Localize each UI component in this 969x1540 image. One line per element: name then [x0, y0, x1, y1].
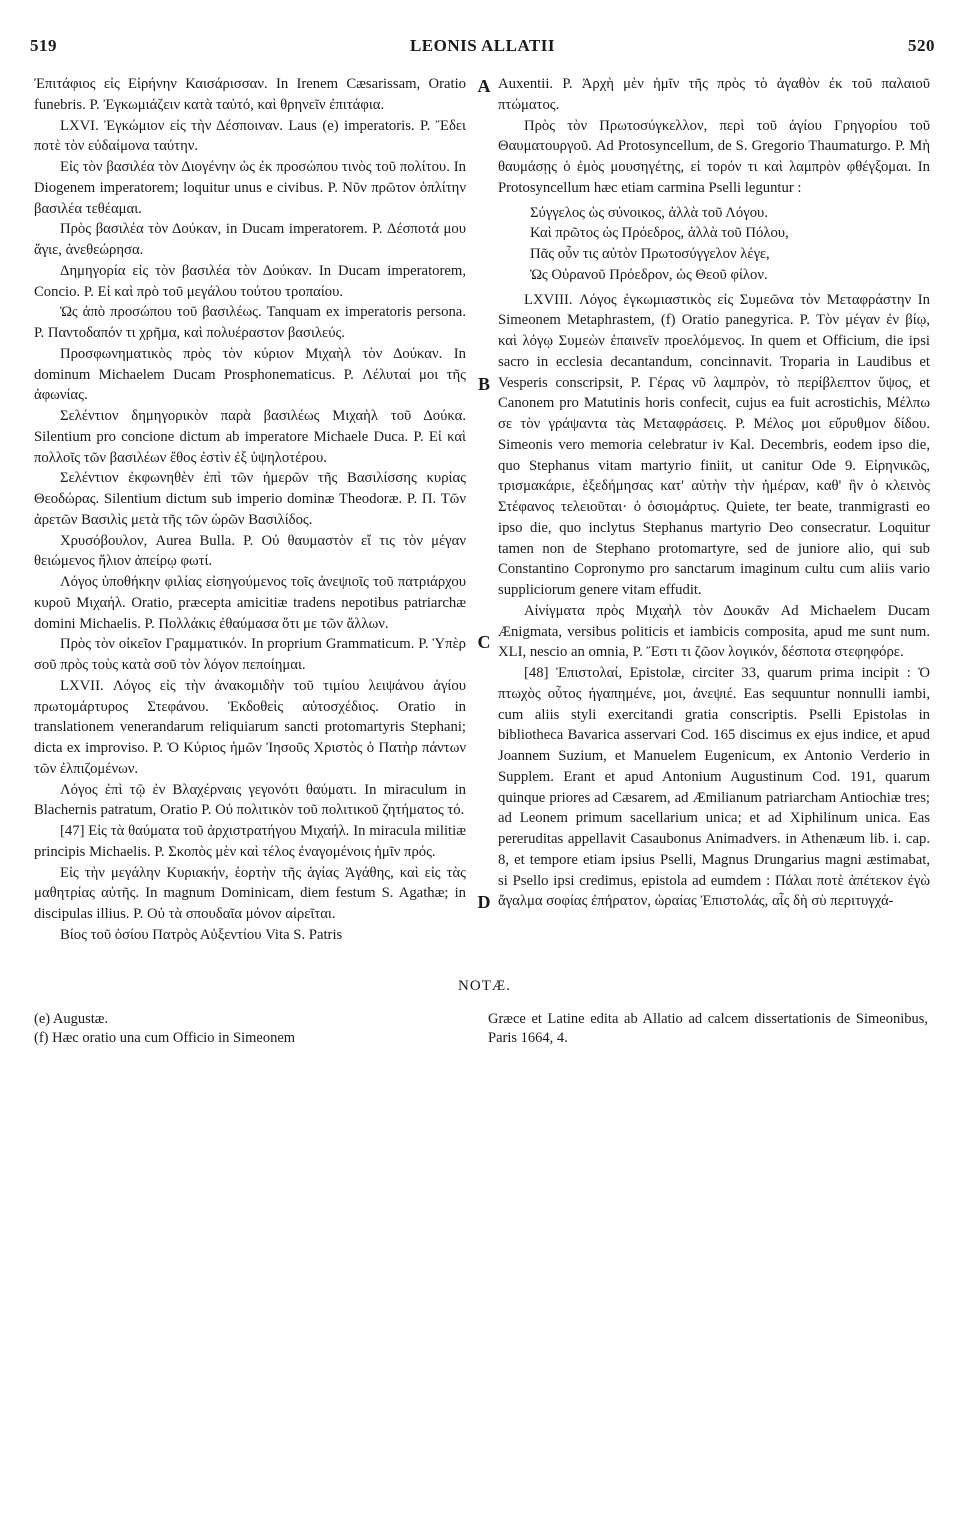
- catalog-entry: Προσφωνηματικὸς πρὸς τὸν κύριον Μιχαὴλ τὸν Δούκαν. In dominum Michaelem Ducam Prosphonematicus. P. Λέλυταί μοι τῆς ἀφωνίας.: [34, 345, 466, 404]
- verse-line: Καὶ πρῶτος ὡς Πρόεδρος, ἀλλὰ τοῦ Πόλου,: [530, 225, 789, 242]
- footnote: (f) Hæc oratio una cum Officio in Simeonem: [34, 1030, 296, 1046]
- catalog-entry: Αἰνίγματα πρὸς Μιχαὴλ τὸν Δουκᾶν Ad Michaelem Ducam Ænigmata, versibus politicis et iambicis composita, apud me sunt num. XLI, nescio an omnia, P. Ἔστι τι ζῶον λογικόν, δέσποτα στεφηφόρε.: [498, 602, 930, 661]
- footnote: (e) Augustæ.: [34, 1011, 109, 1027]
- catalog-entry: Βίος τοῦ ὁσίου Πατρὸς Αὐξεντίου Vita S. Patris: [60, 926, 343, 943]
- left-page-number: 519: [30, 36, 57, 55]
- running-title: LEONIS ALLATII: [409, 36, 556, 55]
- catalog-entry: Ὡς ἀπὸ προσώπου τοῦ βασιλέως. Tanquam ex imperatoris persona. P. Παντοδαπόν τι χρῆμα, καὶ πολυέραστον βασιλεύς.: [34, 304, 466, 341]
- footnotes-left: [34, 1010, 466, 1048]
- catalog-entry: Πρὸς τὸν Πρωτοσύγκελλον, περὶ τοῦ ἁγίου Γρηγορίου τοῦ Θαυματουργοῦ. Ad Protosyncellum, de S. Gregorio Thaumaturgo. P. Μὴ θαυμάσῃς ὁ ἐμὸς μουσηγέτης, εἰ τορόν τι καὶ λαμπρὸν φθέγξομαι. In Protosyncellum hæc etiam carmina Pselli leguntur :: [498, 117, 930, 196]
- catalog-entry: LXVIII. Λόγος ἐγκωμιαστικὸς εἰς Συμεῶνα τὸν Μεταφράστην In Simeonem Metaphrastem, (f) Oratio panegyrica. P. Τὸν μέγαν ἐν βίῳ, καὶ λόγῳ Συμεὼν ἐπαινεῖν προελόμενος. In quem et Officium, die ipsi sacro in ecclesia decantandum, concinnavit. Troparia in Laudibus et Vesperis conscripsit, P. Γέρας νῦ λαμπρὸν, τὸ περίβλεπτον ὕψος, et Canonem pro Matutinis horis confecit, cujus ea fuit acrostichis, Μέλπω σε τὸν γράψαντα τὰς Μεταφράσεις. P. Μέλος μοι εὔρυθμον δίδου. Simeonis vero memoria celebratur iv Kal. Decembris, eodem ipso die, quo Stephanus vitam martyrio finiit, ut canitur Ode 9. Εἰρηνικῶς, τρισμακάριε, ἐξεδήμησας κατ' αὐτὴν τὴν ἡμέραν, καθ' ἣν ὁ κλεινὸς Στέφανος τελειοῦται· ὁ ὁσιομάρτυς. Quiete, ter beate, tranmigrasti eo ipso die, quo inclytus Stephanus martyrio Deo consecratur. Loquitur tamen non de Stephano protomartyre, sed de juniore alio, qui sub Constantino Copronymo pro sanctarum imaginum cultu cum aliis vario suppliciorum genere vitam effudit.: [498, 291, 930, 598]
- catalog-entry: LXVII. Λόγος εἰς τὴν ἀνακομιδὴν τοῦ τιμίου λειψάνου ἁγίου πρωτομάρτυρος Στεφάνου. Ἐκδοθεὶς αὐτοσχέδιος. Oratio in translationem venerandarum reliquiarum sancti protomartyris Stephani; dicta ex improviso. P. Ὁ Κύριος ἡμῶν Ἰησοῦς Χριστὸς ὁ Πατὴρ πάντων τῶν ἐλπιζομένων.: [34, 677, 466, 777]
- catalog-entry: Λόγος ἐπὶ τῷ ἐν Βλαχέρναις γεγονότι θαύματι. In miraculum in Blachernis patratum, Oratio P. Οὐ πολιτικὸν τοῦ πολιτικοῦ ζητήματος τό.: [34, 781, 466, 819]
- catalog-entry: Σελέντιον δημηγορικὸν παρὰ βασιλέως Μιχαὴλ τοῦ Δούκα. Silentium pro concione dictum ab imperatore Michaele Duca. P. Εἰ καὶ πολλοῖς τῶν βασιλέων ἔθος ἐστὶν ἐξ ὑψηλοτέρου.: [34, 408, 466, 466]
- verse-line: Ὡς Οὐρανοῦ Πρόεδρον, ὡς Θεοῦ φίλον.: [530, 266, 768, 283]
- margin-marker-d: D: [477, 892, 491, 912]
- catalog-entry: Εἰς τὸν βασιλέα τὸν Διογένην ὡς ἐκ προσώπου τινὸς τοῦ πολίτου. In Diogenem imperatorem; loquitur unus e civibus. P. Νῦν πρῶτον ὁπλίτην βασιλέα τεθέαμαι.: [34, 159, 466, 217]
- notes-heading: NOTÆ.: [458, 978, 511, 994]
- margin-marker-b: B: [477, 374, 490, 394]
- catalog-entry: Λόγος ὑποθήκην φιλίας εἰσηγούμενος τοῖς ἀνεψιοῖς τοῦ πατριάρχου κυροῦ Μιχαήλ. Oratio, præcepta amicitiæ tradens nepotibus patriarchæ domini Michaelis. P. Πολλάκις ἐθαύμασα ὅτι με τῶν ἄλλων.: [34, 574, 466, 632]
- catalog-entry: Auxentii. P. Ἀρχὴ μὲν ἡμῖν τῆς πρὸς τὸ ἀγαθὸν ἐκ τοῦ παλαιοῦ πτώματος.: [498, 76, 930, 113]
- catalog-entry: Σελέντιον ἐκφωνηθὲν ἐπὶ τῶν ἡμερῶν τῆς Βασιλίσσης κυρίας Θεοδώρας. Silentium dictum sub imperio dominæ Theodoræ. P. Π. Τῶν ἀρετῶν Βασιλὶς μετὰ τῆς τῶν ὡρῶν Βασιλίδος.: [34, 470, 466, 528]
- verse-line: Σύγγελος ὡς σύνοικος, ἀλλὰ τοῦ Λόγου.: [530, 204, 768, 221]
- margin-marker-a: A: [477, 76, 491, 96]
- right-text-column: [498, 74, 930, 964]
- page-header: [30, 36, 935, 60]
- catalog-entry: [48] Ἐπιστολαί, Epistolæ, circiter 33, quarum prima incipit : Ὁ πτωχὸς οὗτος ἠγαπημένε, μοι, ἀνεψιέ. Eas sequuntur nonnulli iambi, cum aliis styli exercitandi gratia conscriptis. Pselli Epistolas in bibliotheca Bavarica asservari Cod. 165 discimus ex ejus indice, et apud Joannem Suzium, et Manuelem Eugenicum, ex Antonio Verderio in Supplem. Erant et apud Antonium Augustinum Cod. 191, quarum quinque priores ad Cæsarem, ad Æmilianum patriarcham Antiochiæ tres; ad Leonem primum sacellarium unica; et ad Xiphilinum unica. Eas pereruditas appellavit Casaubonus Animadvers. in Athenæum lib. i. cap. 8, et tempore etiam ipsius Pselli, Magnus Drungarius magni æstimabat, si Psello ipsi credimus, epistola ad eumdem : Πάλαι ποτὲ ἀπέτεκον ἐγὼ ἄγαλμα σοφίας ἐπήρατον, ὡραίας Ἐπιστολάς, αἷς δὴ σὺ περιτυγχά-: [498, 665, 930, 910]
- catalog-entry: Δημηγορία εἰς τὸν βασιλέα τὸν Δούκαν. In Ducam imperatorem, Concio. P. Εἰ καὶ πρὸ τοῦ μεγάλου τούτου τροπαίου.: [34, 262, 466, 300]
- verse-block: [530, 203, 930, 286]
- footnotes-right: [488, 1010, 928, 1048]
- left-text-column: [34, 74, 466, 964]
- catalog-entry: [47] Εἰς τὰ θαύματα τοῦ ἀρχιστρατήγου Μιχαήλ. In miracula militiæ principis Michaelis. P. Σκοπὸς μὲν καὶ τέλος ἐναγομένοις ἡμῖν πρός.: [34, 823, 466, 860]
- catalog-entry: Πρὸς βασιλέα τὸν Δούκαν, in Ducam imperatorem. P. Δέσποτά μου ἅγιε, ἀνεθεώρησα.: [34, 221, 466, 258]
- catalog-entry: LXVI. Ἐγκώμιον εἰς τὴν Δέσποιναν. Laus (e) imperatoris. P. Ἔδει ποτὲ τὸν εὐδαίμονα ταύτην.: [34, 117, 466, 155]
- verse-line: Πᾶς οὖν τις αὐτὸν Πρωτοσύγγελον λέγε,: [530, 246, 770, 262]
- margin-marker-c: C: [477, 632, 491, 652]
- catalog-entry: Πρὸς τὸν οἰκεῖον Γραμματικόν. In proprium Grammaticum. P. Ὑπὲρ σοῦ πρὸς τοὺς κατὰ σοῦ τὸν λόγον πεποίημαι.: [34, 636, 466, 673]
- right-page-number: 520: [908, 36, 935, 55]
- catalog-entry: Ἐπιτάφιος εἰς Εἰρήνην Καισάρισσαν. In Irenem Cæsarissam, Oratio funebris. P. Ἐγκωμιάζειν κατὰ ταὐτό, καὶ θρηνεῖν ἐπιτάφια.: [34, 76, 466, 113]
- catalog-entry: Εἰς τὴν μεγάλην Κυριακήν, ἑορτὴν τῆς ἁγίας Ἀγάθης, καὶ εἰς τὰς μαθητρίας αὐτῆς. In magnum Dominicam, diem festum S. Agathæ; in discipulas illius. P. Οὐ τὰ σπουδαῖα μόνον αἱρεῖται.: [34, 864, 466, 922]
- catalog-entry: Χρυσόβουλον, Aurea Bulla. P. Οὐ θαυμαστὸν εἴ τις τὸν μέγαν θειώμενος ἥλιον ἀπείρῳ φωτί.: [34, 532, 466, 570]
- footnote: Græce et Latine edita ab Allatio ad calcem dissertationis de Simeonibus, Paris 1664, 4.: [488, 1011, 928, 1046]
